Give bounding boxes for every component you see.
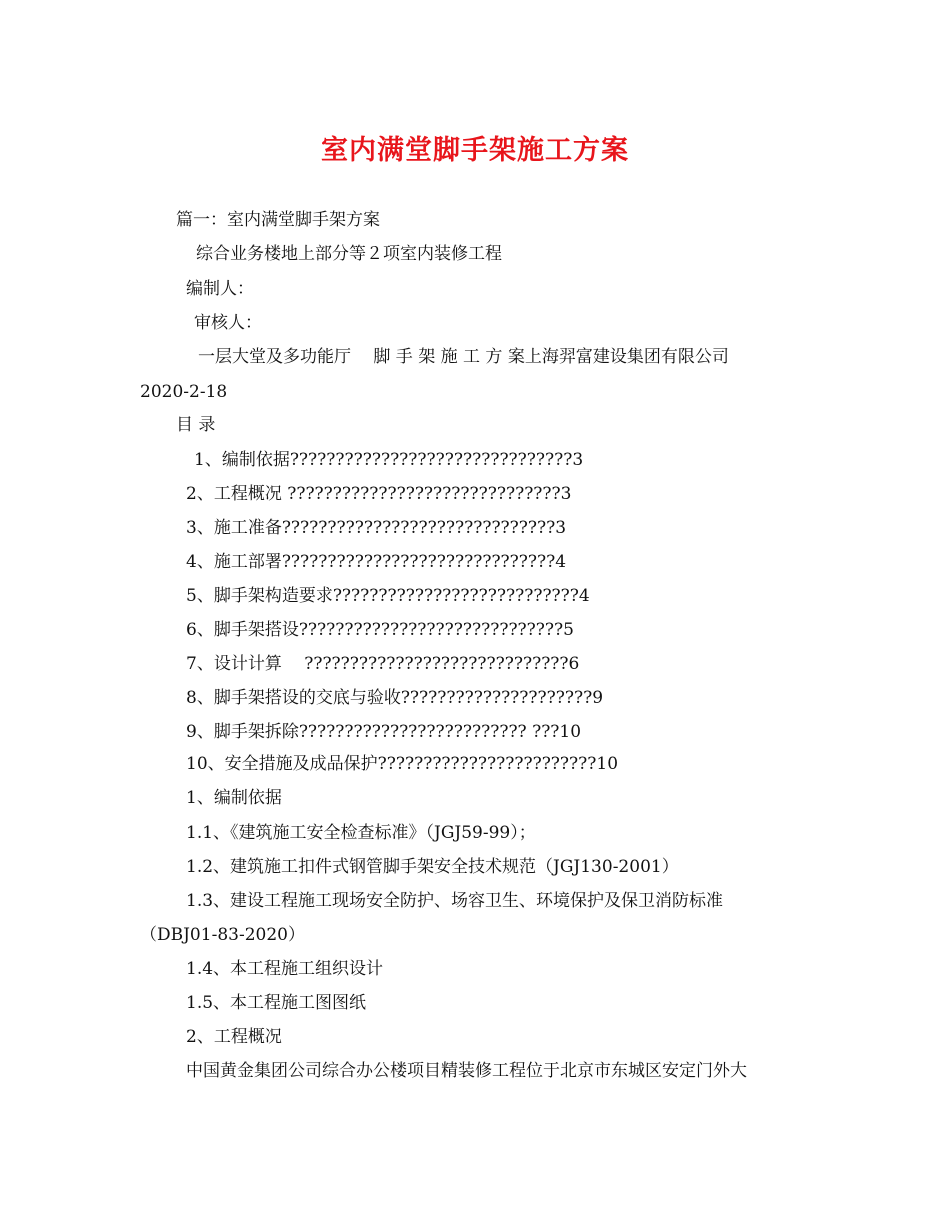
toc-item[interactable]: 7、设计计算 ?????????????????????????????6 — [186, 654, 580, 674]
cover-line: 一层大堂及多功能厅 脚 手 架 施 工 方 案上海羿富建设集团有限公司 — [198, 347, 729, 367]
reference-item: 1.5、本工程施工图图纸 — [186, 993, 367, 1013]
toc-item[interactable]: 10、安全措施及成品保护????????????????????????10 — [186, 754, 619, 774]
toc-item[interactable]: 9、脚手架拆除????????????????????????? ???10 — [186, 722, 582, 742]
reference-item-continuation: （DBJ01-83-2020） — [140, 925, 305, 945]
toc-heading: 目 录 — [176, 415, 216, 435]
toc-item[interactable]: 6、脚手架搭设?????????????????????????????5 — [186, 620, 574, 640]
compiler-label: 编制人： — [186, 279, 254, 299]
chapter-heading: 篇一：室内满堂脚手架方案 — [176, 210, 380, 230]
toc-item[interactable]: 1、编制依据???????????????????????????????3 — [194, 450, 584, 470]
reference-item: 1.2、建筑施工扣件式钢管脚手架安全技术规范（JGJ130-2001） — [186, 857, 679, 877]
body-paragraph: 中国黄金集团公司综合办公楼项目精装修工程位于北京市东城区安定门外大 — [186, 1061, 747, 1081]
reviewer-label: 审核人： — [194, 313, 262, 333]
toc-item[interactable]: 8、脚手架搭设的交底与验收?????????????????????9 — [186, 688, 604, 708]
section-heading: 1、编制依据 — [186, 788, 282, 808]
toc-item[interactable]: 5、脚手架构造要求???????????????????????????4 — [186, 586, 590, 606]
reference-item: 1.4、本工程施工组织设计 — [186, 959, 384, 979]
reference-item: 1.3、建设工程施工现场安全防护、场容卫生、环境保护及保卫消防标准 — [186, 891, 724, 911]
reference-item: 1.1、《建筑施工安全检查标准》（JGJ59-99）； — [186, 823, 536, 843]
section-heading: 2、工程概况 — [186, 1027, 282, 1047]
toc-item[interactable]: 3、施工准备??????????????????????????????3 — [186, 518, 567, 538]
project-name: 综合业务楼地上部分等２项室内装修工程 — [196, 244, 502, 264]
document-date: 2020-2-18 — [140, 382, 228, 402]
toc-item[interactable]: 4、施工部署??????????????????????????????4 — [186, 552, 567, 572]
document-title: 室内满堂脚手架施工方案 — [321, 135, 629, 166]
toc-item[interactable]: 2、工程概况 ??????????????????????????????3 — [186, 484, 572, 504]
